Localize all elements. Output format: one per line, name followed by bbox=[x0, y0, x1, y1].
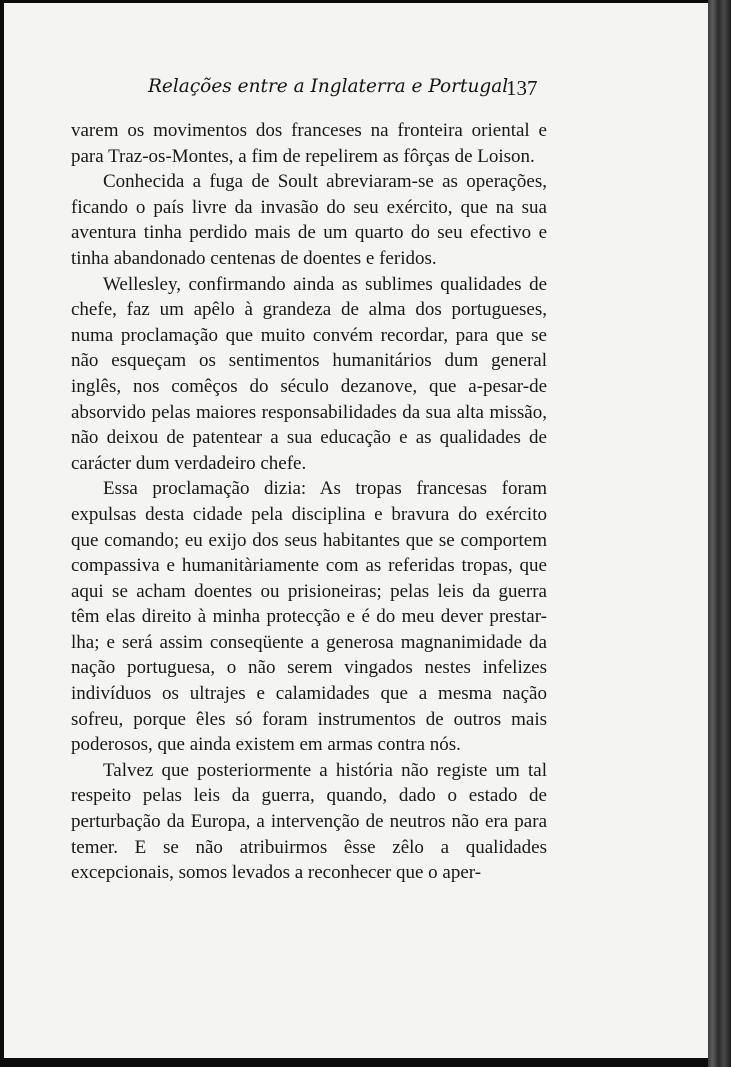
page-number: 137 bbox=[506, 76, 538, 100]
paragraph-wellesley: Wellesley, confirmando ainda as sublimes qualidades de chefe, faz um apêlo à grandeza de alma dos portugueses, numa proclamação que muito convém recordar, para que se não esqueçam os sentimentos humanitários dum general inglês, nos comêços do século dezanove, que a-pesar-de absorvido pelas maiores responsabilidades da sua alta missão, não deixou de patentear a sua educação e as qualidades de carácter dum verdadeiro chefe. bbox=[71, 273, 547, 474]
paragraph-proclamation: Essa proclamação dizia: As tropas francesas foram expulsas desta cidade pela disciplina e bravura do exército que comando; eu exijo dos seus habitantes que se comportem compassiva e humanitàriamente com as referidas tropas, que aqui se acham doentes ou prisioneiras; pelas leis da guerra têm elas direito à minha protecção e é do meu dever prestar-lha; e será assim conseqüente a generosa magnanimidade da nação portuguesa, o não serem vingados nestes infelizes indivíduos os ultrajes e calamidades que a mesma nação sofreu, porque êles só foram instrumentos de outros mais poderosos, que ainda existem em armas contra nós. bbox=[71, 478, 547, 756]
running-head bbox=[0, 76, 731, 106]
body-text bbox=[71, 118, 547, 886]
paragraph-history: Talvez que posteriormente a história não registe um tal respeito pelas leis da guerra, quando, dado o estado de perturbação da Europa, a intervenção de neutros não era para temer. E se não atribuirmos êsse zêlo a qualidades excepcionais, somos levados a reconhecer que o aper- bbox=[71, 759, 547, 884]
paragraph-soult-flight: Conhecida a fuga de Soult abreviaram-se as operações, ficando o país livre da invasão do seu exército, que na sua aventura tinha perdido mais de um quarto do seu efectivo e tinha abandonado centenas de doentes e feridos. bbox=[71, 171, 547, 269]
paragraph-continued: varem os movimentos dos franceses na fronteira oriental e para Traz-os-Montes, a fim de repelirem as fôrças de Loison. bbox=[71, 120, 547, 167]
running-title: Relações entre a Inglaterra e Portugal bbox=[148, 76, 509, 97]
page-edge-shadow bbox=[708, 0, 731, 1067]
